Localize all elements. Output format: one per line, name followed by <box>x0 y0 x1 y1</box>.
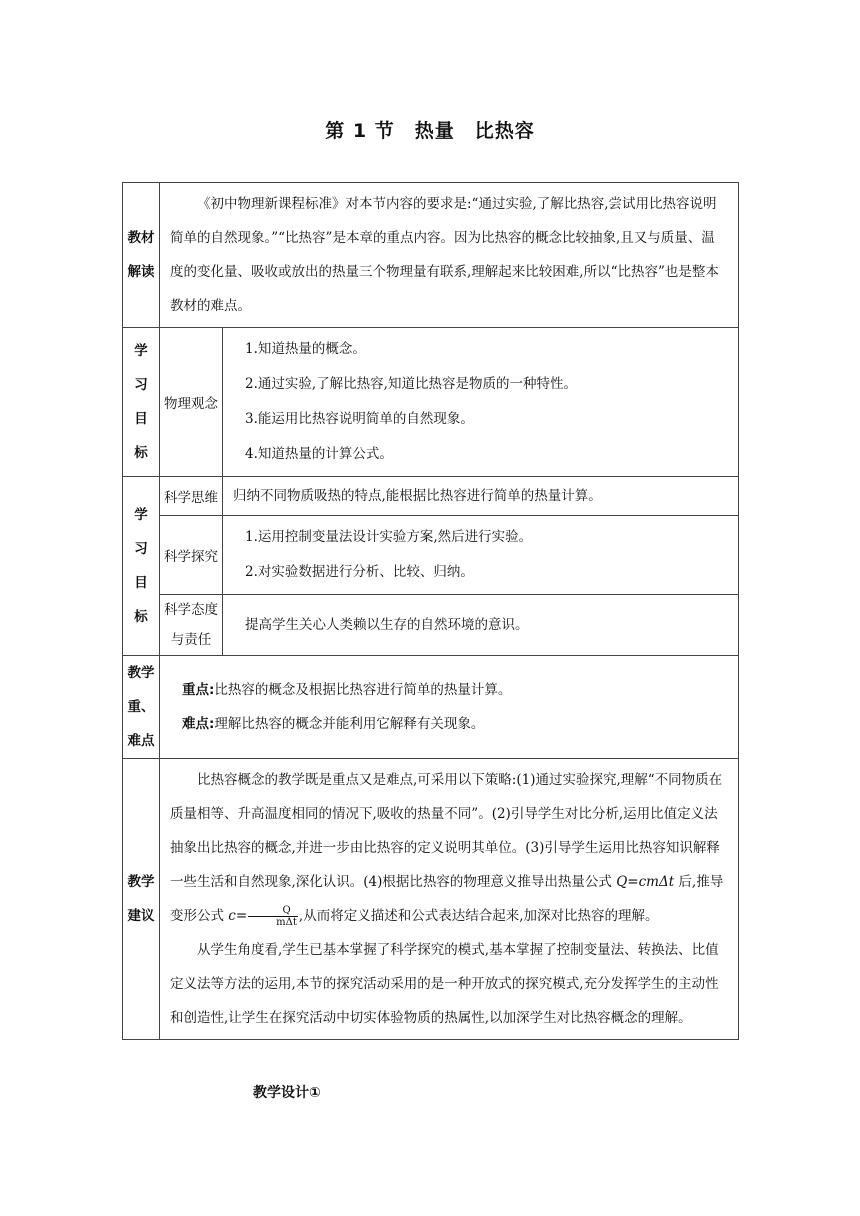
goal-item: 1.运用控制变量法设计实验方案,然后进行实验。 <box>245 529 533 545</box>
label-char: 标 <box>134 445 148 461</box>
label-learning-goals <box>123 328 160 477</box>
label-line: 难点 <box>127 733 155 749</box>
formula-c-lhs: c= <box>228 908 248 924</box>
key-point-label: 重点: <box>182 682 215 698</box>
sublabel-scientific-inquiry: 科学探究 <box>160 516 223 595</box>
label-line: 教学 <box>127 665 155 681</box>
cell-key-points <box>160 656 739 759</box>
label-char: 习 <box>134 541 148 557</box>
label-learning-goals-2 <box>123 477 160 656</box>
row-goals-attitude <box>123 595 739 656</box>
paragraph-text: 后,推导变形公式 <box>170 874 724 924</box>
goal-item: 归纳不同物质吸热的特点,能根据比热容进行简单的热量计算。 <box>233 488 602 504</box>
footer-label: 教学设计① <box>253 1085 321 1101</box>
label-char: 习 <box>134 377 148 393</box>
lesson-table <box>122 182 739 1040</box>
formula-heat: Q=cmΔt <box>616 874 675 890</box>
goal-item: 3.能运用比热容说明简单的自然现象。 <box>245 411 474 427</box>
cell-textbook-reading <box>160 183 739 328</box>
label-line: 重、 <box>127 699 155 715</box>
paragraph-text: ,从而将定义描述和公式表达结合起来,加深对比热容的理解。 <box>298 908 659 924</box>
goal-item: 提高学生关心人类赖以生存的自然环境的意识。 <box>245 616 529 633</box>
page-title: 第 1 节 热量 比热容 <box>325 120 535 142</box>
sublabel-line: 科学态度 <box>164 602 218 618</box>
goal-item: 4.知道热量的计算公式。 <box>245 446 393 462</box>
suggestion-paragraph-1 <box>170 763 728 933</box>
difficulty-line <box>182 707 728 741</box>
label-char: 标 <box>134 609 148 625</box>
label-line: 解读 <box>127 264 155 280</box>
fraction-denominator: mΔt <box>276 917 297 928</box>
label-textbook-reading <box>123 183 160 328</box>
cell-scientific-thinking <box>223 477 739 516</box>
cell-attitude <box>223 595 739 656</box>
difficulty-text: 理解比热容的概念并能利用它解释有关现象。 <box>214 716 485 732</box>
row-teaching-suggestions <box>123 759 739 1040</box>
row-goals-thinking <box>123 477 739 516</box>
row-goals-physics <box>123 328 739 477</box>
cell-physics-goals <box>223 328 739 477</box>
sublabel-line: 与责任 <box>170 632 212 648</box>
paragraph-text: 比热容概念的教学既是重点又是难点,可采用以下策略:(1)通过实验探究,理解“不同物质在质量相等、升高温度相同的情况下,吸收的热量不同”。(2)引导学生对比分析,运用比值定义法抽象出比热容的概念,并进一步由比热容的定义说明其单位。(3)引导学生运用比热容知识解释一些生活和自然现象,深化认识。(4)根据比热容的物理意义推导出热量公式 <box>170 772 723 890</box>
sublabel-physics-concept: 物理观念 <box>160 328 223 477</box>
key-point-line <box>182 673 728 707</box>
label-key-points <box>123 656 160 759</box>
label-teaching-suggestions <box>123 759 160 1040</box>
key-point-text: 比热容的概念及根据比热容进行简单的热量计算。 <box>214 682 512 698</box>
suggestion-paragraph-2: 从学生角度看,学生已基本掌握了科学探究的模式,基本掌握了控制变量法、转换法、比值定义法等方法的运用,本节的探究活动采用的是一种开放式的探究模式,充分发挥学生的主动性和创造性,让学生在探究活动中切实体验物质的热属性,以加深学生对比热容概念的理解。 <box>170 942 719 1026</box>
row-goals-inquiry <box>123 516 739 595</box>
textbook-reading-text: 《初中物理新课程标准》对本节内容的要求是:“通过实验,了解比热容,尝试用比热容说明简单的自然现象。”“比热容”是本章的重点内容。因为比热容的概念比较抽象,且又与质量、温度的变化量、吸收或放出的热量三个物理量有联系,理解起来比较困难,所以“比热容”也是整本教材的难点。 <box>170 196 719 314</box>
label-line: 教材 <box>127 230 155 246</box>
label-char: 学 <box>134 343 148 359</box>
cell-scientific-inquiry <box>223 516 739 595</box>
sublabel-attitude <box>160 595 223 656</box>
sublabel-scientific-thinking: 科学思维 <box>160 477 223 516</box>
label-char: 学 <box>134 507 148 523</box>
label-char: 目 <box>134 575 148 591</box>
goal-item: 2.通过实验,了解比热容,知道比热容是物质的一种特性。 <box>245 376 577 392</box>
fraction-numerator: Q <box>248 905 298 917</box>
row-textbook-reading <box>123 183 739 328</box>
goal-item: 2.对实验数据进行分析、比较、归纳。 <box>245 564 474 580</box>
cell-teaching-suggestions <box>160 759 739 1040</box>
row-key-points <box>123 656 739 759</box>
formula-fraction <box>248 905 298 928</box>
difficulty-label: 难点: <box>182 716 215 732</box>
label-line: 教学 <box>127 874 155 890</box>
goal-item: 1.知道热量的概念。 <box>245 341 366 357</box>
label-char: 目 <box>134 411 148 427</box>
label-line: 建议 <box>127 908 155 924</box>
